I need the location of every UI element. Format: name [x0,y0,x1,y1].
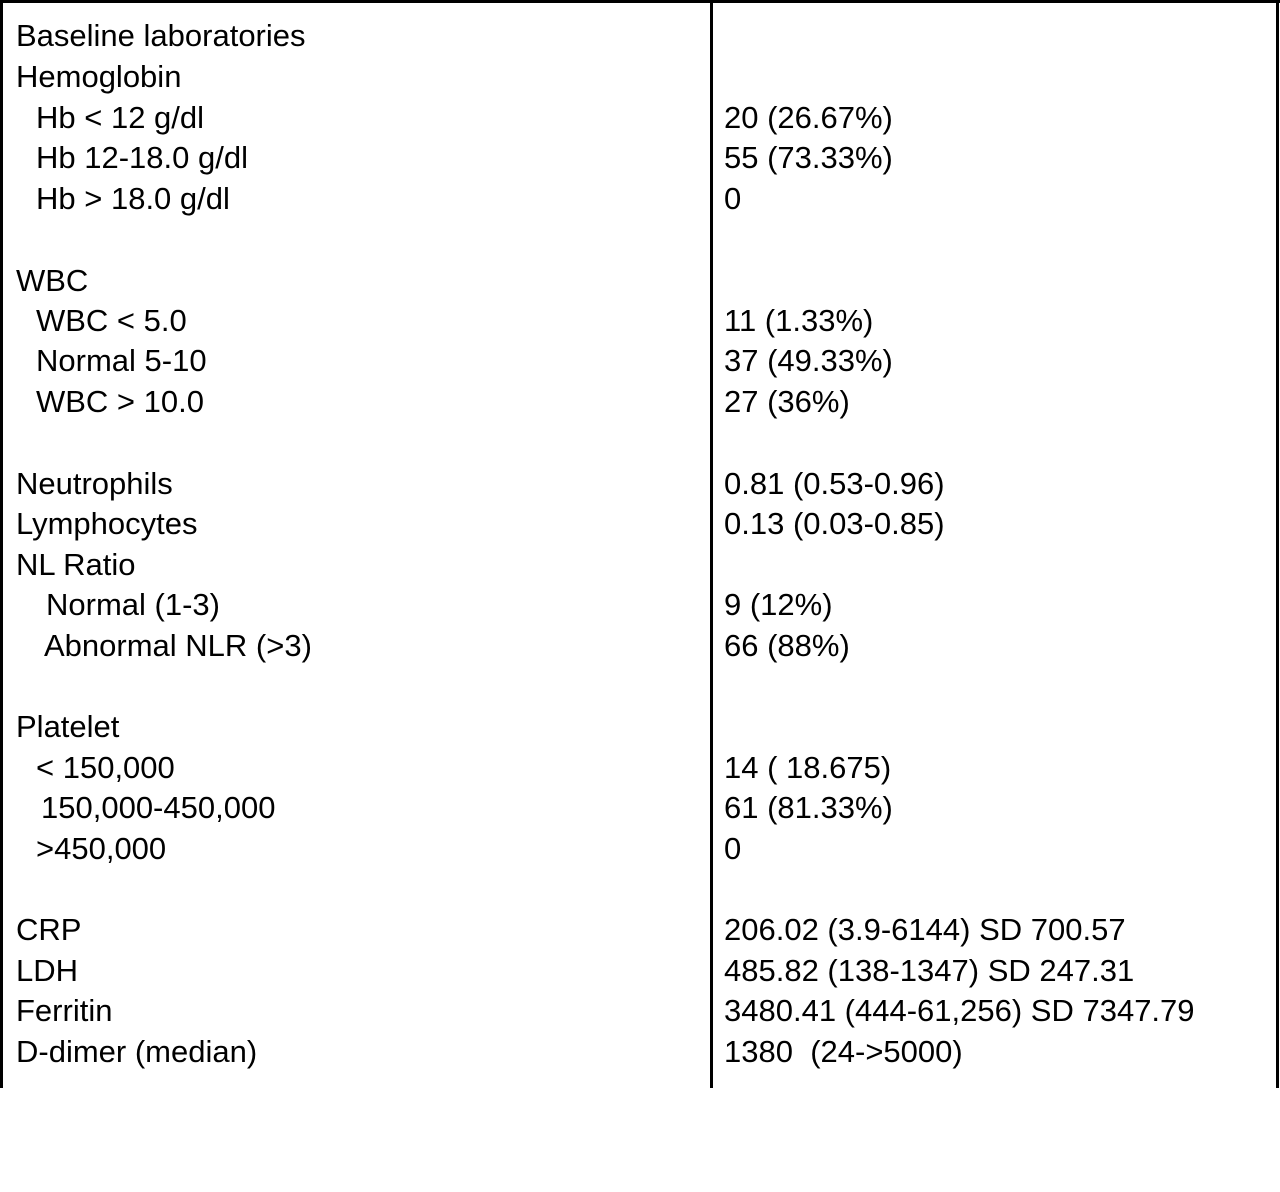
table-row [0,991,1280,1031]
row-label: >450,000 [36,831,167,866]
row-value: 37 (49.33%) [724,343,893,378]
row-label: Baseline laboratories [16,18,306,53]
row-label: CRP [16,912,82,947]
table-row [0,585,1280,625]
row-label: < 150,000 [36,750,175,785]
row-label: Neutrophils [16,466,173,501]
row-label: 150,000-450,000 [41,790,276,825]
row-label: Ferritin [16,993,113,1028]
row-label: D-dimer (median) [16,1034,258,1069]
table-row [0,16,1280,56]
table-row [0,788,1280,828]
table-row [0,464,1280,504]
table-row [0,341,1280,381]
table-row [0,626,1280,666]
row-value: 0 [724,831,742,866]
row-value: 66 (88%) [724,628,850,663]
row-value: 485.82 (138-1347) SD 247.31 [724,953,1135,988]
row-label: Normal (1-3) [46,587,220,622]
table-row [0,504,1280,544]
table-row [0,301,1280,341]
row-value: 3480.41 (444-61,256) SD 7347.79 [724,993,1195,1028]
row-label: Hb > 18.0 g/dl [36,181,230,216]
row-label: Abnormal NLR (>3) [44,628,312,663]
row-value: 61 (81.33%) [724,790,893,825]
table-row [0,545,1280,585]
row-label: NL Ratio [16,547,136,582]
row-label: Normal 5-10 [36,343,207,378]
row-value: 55 (73.33%) [724,140,893,175]
table-row [0,57,1280,97]
table-row [0,707,1280,747]
row-value: 0.81 (0.53-0.96) [724,466,945,501]
row-value: 9 (12%) [724,587,833,622]
row-label: WBC > 10.0 [36,384,204,419]
row-label: Hb 12-18.0 g/dl [36,140,248,175]
table-row [0,1032,1280,1072]
table-row [0,951,1280,991]
table-row [0,829,1280,869]
row-label: Hemoglobin [16,59,182,94]
table-row [0,382,1280,422]
row-value: 14 ( 18.675) [724,750,892,785]
row-value: 0 [724,181,742,216]
row-label: LDH [16,953,79,988]
row-value: 1380 (24->5000) [724,1034,963,1069]
table-row [0,910,1280,950]
row-label: Lymphocytes [16,506,198,541]
table-row [0,748,1280,788]
row-label: WBC [16,263,89,298]
row-value: 20 (26.67%) [724,100,893,135]
row-value: 0.13 (0.03-0.85) [724,506,945,541]
table-row [0,261,1280,301]
table-row [0,98,1280,138]
row-value: 27 (36%) [724,384,850,419]
table-row [0,179,1280,219]
row-label: Hb < 12 g/dl [36,100,205,135]
row-value: 206.02 (3.9-6144) SD 700.57 [724,912,1126,947]
row-label: Platelet [16,709,120,744]
table-row [0,138,1280,178]
row-value: 11 (1.33%) [724,303,874,338]
table-top-border [0,0,1280,3]
row-label: WBC < 5.0 [36,303,187,338]
